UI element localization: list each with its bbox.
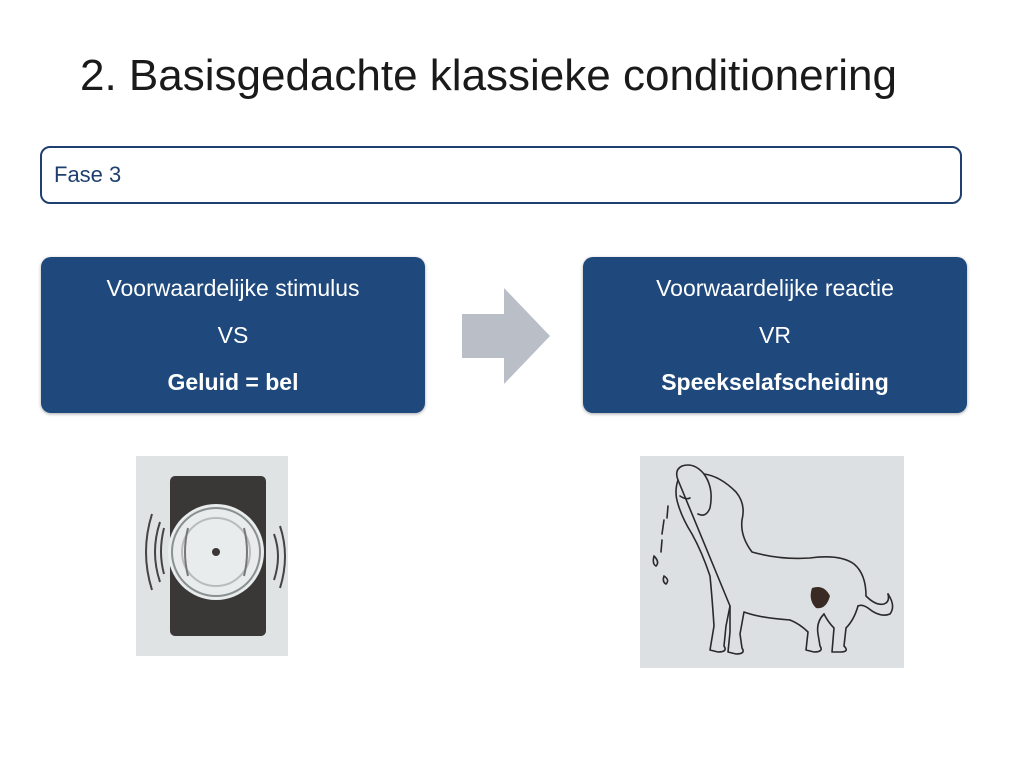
- bell-icon: [136, 456, 288, 656]
- response-abbreviation: VR: [759, 321, 791, 348]
- stimulus-title: Voorwaardelijke stimulus: [106, 274, 360, 301]
- phase-box: [40, 146, 962, 204]
- stimulus-abbreviation: VS: [217, 321, 249, 348]
- bell-image: [136, 456, 288, 656]
- phase-label: Fase 3: [54, 162, 122, 187]
- dog-image: [640, 456, 904, 668]
- right-arrow-icon: [462, 288, 550, 384]
- stimulus-card: [41, 257, 425, 413]
- response-title: Voorwaardelijke reactie: [656, 274, 894, 301]
- dog-icon: [640, 456, 904, 668]
- response-card: [583, 257, 967, 413]
- stimulus-example: Geluid = bel: [167, 368, 299, 395]
- slide-title: 2. Basisgedachte klassieke conditionering: [80, 51, 897, 100]
- response-example: Speekselafscheiding: [661, 368, 889, 395]
